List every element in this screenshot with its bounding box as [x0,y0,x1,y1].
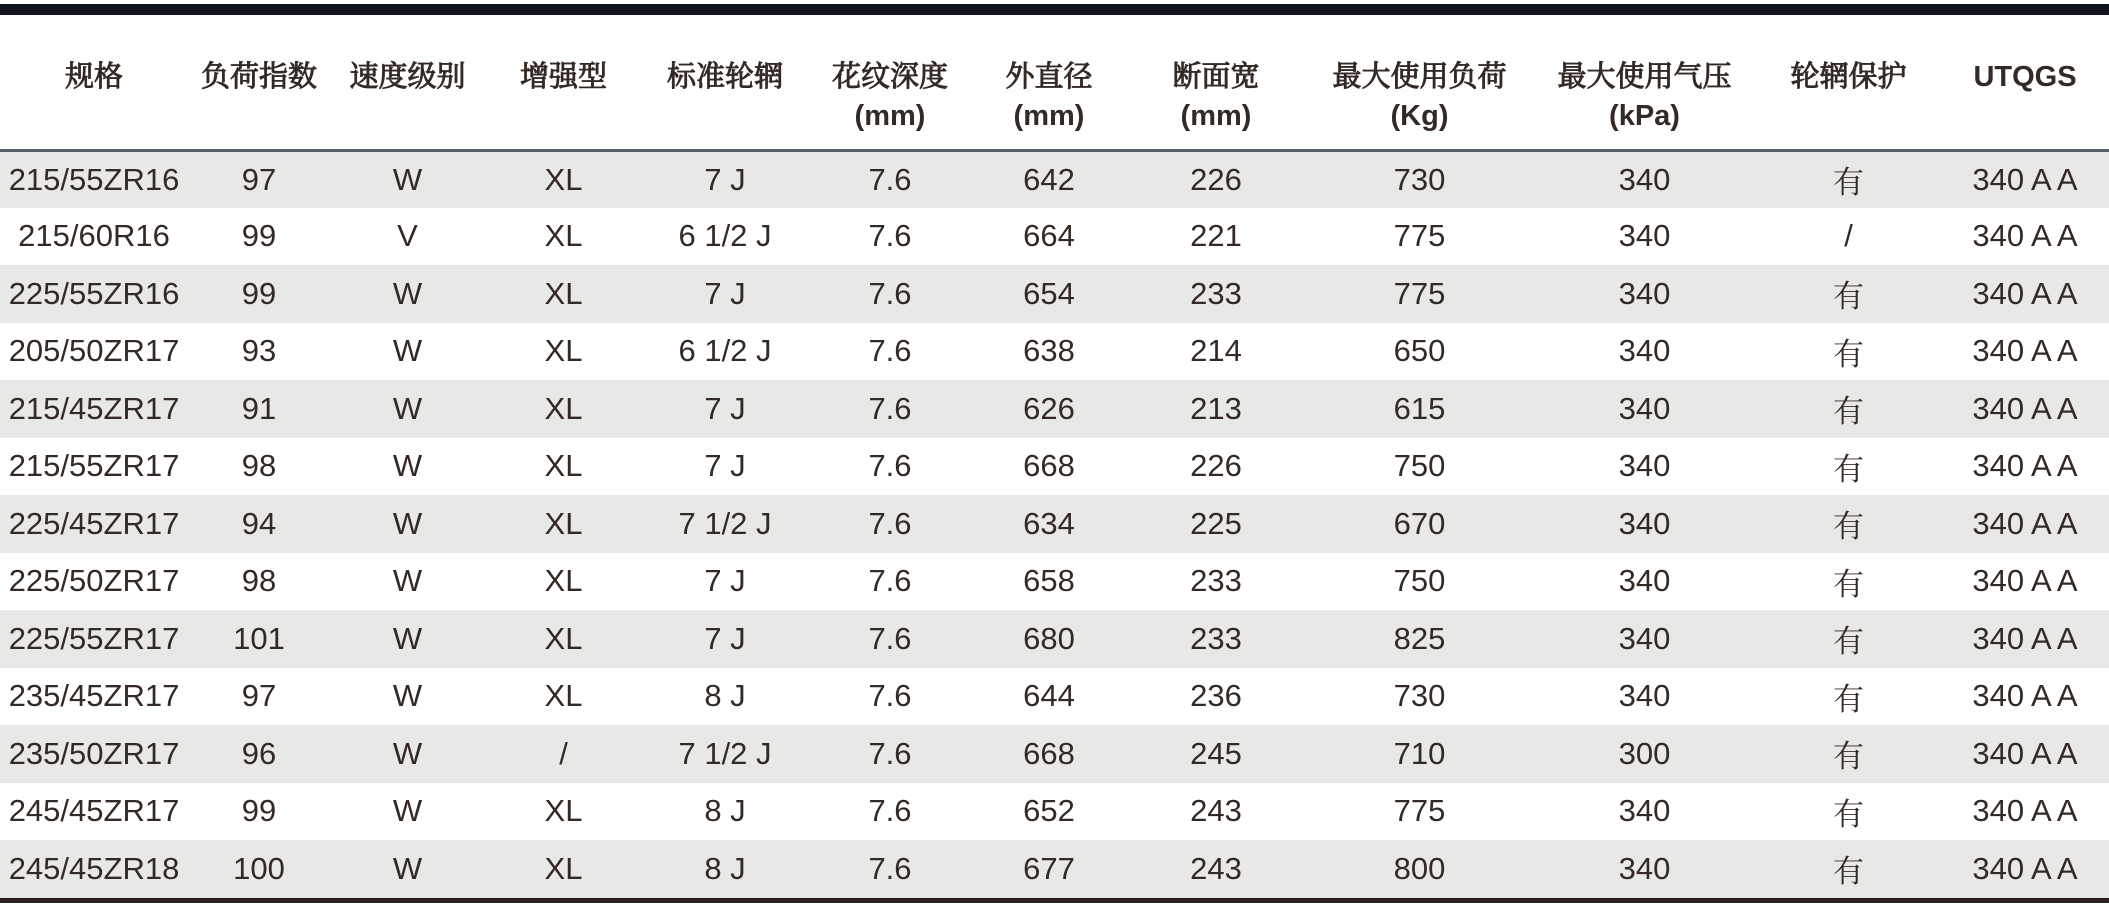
header-unit: (Kg) [1390,100,1449,132]
table-row [0,150,2109,208]
cell-tread-depth: 7.6 [868,620,912,656]
cell-reinforced: XL [544,275,583,311]
cell-spec: 215/55ZR16 [8,161,180,197]
cell-rim-protection: 有 [1833,624,1864,660]
cell-reinforced: XL [544,850,583,886]
cell-reinforced: XL [544,563,583,599]
table-row [0,208,2109,266]
top-accent-bar [0,4,2109,15]
cell-load-index: 96 [241,735,277,771]
cell-section-width: 245 [1190,735,1242,771]
cell-rim-protection: 有 [1833,509,1864,545]
cell-max-load: 750 [1393,563,1446,599]
cell-load-index: 97 [241,678,277,714]
cell-max-pressure: 340 [1618,850,1671,886]
cell-outer-diameter: 642 [1023,161,1075,197]
cell-max-load: 710 [1393,735,1446,771]
cell-section-width: 214 [1190,333,1242,369]
cell-outer-diameter: 668 [1023,448,1075,484]
cell-utqgs: 340 A A [1972,735,2078,771]
cell-outer-diameter: 654 [1023,275,1075,311]
cell-utqgs: 340 A A [1972,218,2078,254]
column-header-tread-depth [808,15,972,150]
table-row [0,783,2109,841]
cell-max-pressure: 340 [1618,448,1671,484]
cell-utqgs: 340 A A [1972,850,2078,886]
table-row [0,840,2109,898]
header-unit: (mm) [854,100,926,132]
cell-standard-rim: 7 1/2 J [678,735,772,771]
column-header-utqgs [1941,15,2109,150]
cell-reinforced: XL [544,678,583,714]
cell-utqgs: 340 A A [1972,678,2078,714]
cell-max-load: 615 [1393,390,1446,426]
cell-section-width: 226 [1190,161,1242,197]
cell-reinforced: XL [544,505,583,541]
cell-max-load: 650 [1393,333,1446,369]
cell-load-index: 99 [241,793,277,829]
cell-spec: 235/50ZR17 [8,735,180,771]
cell-outer-diameter: 652 [1023,793,1075,829]
cell-spec: 245/45ZR18 [8,850,180,886]
table-row [0,438,2109,496]
cell-reinforced: XL [544,390,583,426]
cell-reinforced: / [559,735,568,771]
header-label: 增强型 [519,61,607,93]
header-unit: (kPa) [1609,100,1680,132]
cell-spec: 235/45ZR17 [8,678,180,714]
cell-load-index: 101 [233,620,285,656]
cell-outer-diameter: 680 [1023,620,1075,656]
cell-load-index: 98 [241,563,277,599]
cell-rim-protection: 有 [1833,854,1864,890]
cell-rim-protection: 有 [1833,739,1864,775]
cell-outer-diameter: 668 [1023,735,1075,771]
header-label: 负荷指数 [200,61,317,93]
cell-reinforced: XL [544,793,583,829]
cell-standard-rim: 7 1/2 J [678,505,772,541]
cell-max-pressure: 340 [1618,620,1671,656]
cell-outer-diameter: 658 [1023,563,1075,599]
cell-utqgs: 340 A A [1972,620,2078,656]
table-row [0,553,2109,611]
cell-tread-depth: 7.6 [868,793,912,829]
header-label: 速度级别 [349,61,466,93]
cell-rim-protection: 有 [1833,394,1864,430]
cell-load-index: 91 [241,390,277,426]
cell-standard-rim: 6 1/2 J [678,218,772,254]
cell-utqgs: 340 A A [1972,505,2078,541]
column-header-speed-rating [330,15,485,150]
header-label: 断面宽 [1172,61,1260,93]
column-header-max-load [1306,15,1533,150]
table-row [0,265,2109,323]
table-row [0,323,2109,381]
column-header-max-pressure [1533,15,1756,150]
table-body [0,150,2109,898]
header-unit: (mm) [1013,100,1085,132]
cell-utqgs: 340 A A [1972,161,2078,197]
header-label: 花纹深度 [831,61,948,93]
column-header-load-index [188,15,330,150]
cell-speed-rating: W [392,333,423,369]
cell-load-index: 97 [241,161,277,197]
table-row [0,610,2109,668]
cell-tread-depth: 7.6 [868,218,912,254]
header-label: 最大使用气压 [1557,61,1732,93]
cell-reinforced: XL [544,448,583,484]
cell-outer-diameter: 634 [1023,505,1075,541]
cell-outer-diameter: 664 [1023,218,1075,254]
cell-max-pressure: 340 [1618,505,1671,541]
cell-max-load: 750 [1393,448,1446,484]
cell-reinforced: XL [544,218,583,254]
cell-spec: 225/55ZR17 [8,620,180,656]
cell-utqgs: 340 A A [1972,563,2078,599]
cell-utqgs: 340 A A [1972,793,2078,829]
cell-standard-rim: 7 J [704,563,746,599]
cell-reinforced: XL [544,620,583,656]
cell-standard-rim: 8 J [704,793,746,829]
cell-max-pressure: 340 [1618,333,1671,369]
cell-max-load: 775 [1393,793,1446,829]
cell-tread-depth: 7.6 [868,448,912,484]
cell-rim-protection: 有 [1833,796,1864,832]
cell-load-index: 99 [241,218,277,254]
cell-max-pressure: 300 [1618,735,1671,771]
table-row [0,668,2109,726]
cell-max-pressure: 340 [1618,390,1671,426]
bottom-border-bar [0,898,2109,903]
header-label: 标准轮辋 [666,61,783,93]
cell-spec: 245/45ZR17 [8,793,180,829]
cell-section-width: 225 [1190,505,1242,541]
cell-speed-rating: W [392,678,423,714]
cell-spec: 215/60R16 [18,218,170,254]
cell-load-index: 94 [241,505,277,541]
cell-rim-protection: 有 [1833,165,1864,200]
cell-standard-rim: 8 J [704,678,746,714]
header-row [0,15,2109,150]
cell-section-width: 243 [1190,850,1242,886]
cell-spec: 215/45ZR17 [8,390,180,426]
cell-utqgs: 340 A A [1972,390,2078,426]
cell-utqgs: 340 A A [1972,448,2078,484]
cell-max-pressure: 340 [1618,161,1671,197]
cell-speed-rating: W [392,505,423,541]
header-label: 轮辋保护 [1790,61,1907,93]
cell-tread-depth: 7.6 [868,678,912,714]
cell-section-width: 221 [1190,218,1242,254]
cell-section-width: 226 [1190,448,1242,484]
cell-section-width: 213 [1190,390,1242,426]
column-header-standard-rim [642,15,808,150]
cell-spec: 225/55ZR16 [8,275,180,311]
cell-speed-rating: W [392,850,423,886]
cell-section-width: 236 [1190,678,1242,714]
cell-section-width: 243 [1190,793,1242,829]
cell-tread-depth: 7.6 [868,390,912,426]
cell-outer-diameter: 677 [1023,850,1075,886]
cell-speed-rating: W [392,448,423,484]
cell-standard-rim: 7 J [704,448,746,484]
cell-rim-protection: 有 [1833,451,1864,487]
cell-load-index: 98 [241,448,277,484]
cell-outer-diameter: 626 [1023,390,1075,426]
cell-max-load: 670 [1393,505,1446,541]
table-row [0,380,2109,438]
cell-max-load: 825 [1393,620,1446,656]
cell-standard-rim: 7 J [704,275,746,311]
cell-max-load: 730 [1393,161,1446,197]
cell-speed-rating: W [392,793,423,829]
cell-max-pressure: 340 [1618,563,1671,599]
cell-max-pressure: 340 [1618,275,1671,311]
cell-tread-depth: 7.6 [868,850,912,886]
cell-tread-depth: 7.6 [868,333,912,369]
header-label: UTQGS [1973,61,2077,93]
column-header-outer-diameter [972,15,1126,150]
cell-section-width: 233 [1190,275,1242,311]
cell-tread-depth: 7.6 [868,505,912,541]
table-header [0,15,2109,150]
cell-max-pressure: 340 [1618,218,1671,254]
cell-speed-rating: W [392,620,423,656]
cell-standard-rim: 7 J [704,161,746,197]
cell-standard-rim: 8 J [704,850,746,886]
cell-speed-rating: W [392,390,423,426]
cell-rim-protection: 有 [1833,566,1864,602]
cell-standard-rim: 7 J [704,390,746,426]
cell-rim-protection: 有 [1833,279,1864,315]
cell-reinforced: XL [544,333,583,369]
cell-outer-diameter: 644 [1023,678,1075,714]
column-header-rim-protection [1756,15,1941,150]
header-label: 规格 [64,61,123,93]
cell-rim-protection: 有 [1833,681,1864,717]
cell-tread-depth: 7.6 [868,275,912,311]
table-row [0,725,2109,783]
cell-tread-depth: 7.6 [868,735,912,771]
cell-standard-rim: 6 1/2 J [678,333,772,369]
cell-utqgs: 340 A A [1972,275,2078,311]
cell-max-load: 800 [1393,850,1446,886]
table-row [0,495,2109,553]
cell-max-pressure: 340 [1618,678,1671,714]
cell-speed-rating: W [392,275,423,311]
column-header-spec [0,15,188,150]
cell-rim-protection: 有 [1833,336,1864,372]
cell-tread-depth: 7.6 [868,161,912,197]
column-header-section-width [1126,15,1306,150]
tire-spec-table [0,15,2109,898]
cell-spec: 215/55ZR17 [8,448,180,484]
cell-section-width: 233 [1190,563,1242,599]
cell-max-pressure: 340 [1618,793,1671,829]
column-header-reinforced [485,15,642,150]
cell-standard-rim: 7 J [704,620,746,656]
cell-rim-protection: / [1844,218,1853,254]
cell-tread-depth: 7.6 [868,563,912,599]
cell-max-load: 730 [1393,678,1446,714]
cell-load-index: 100 [233,850,285,886]
cell-spec: 225/45ZR17 [8,505,180,541]
cell-speed-rating: W [392,563,423,599]
cell-max-load: 775 [1393,275,1446,311]
cell-section-width: 233 [1190,620,1242,656]
cell-outer-diameter: 638 [1023,333,1075,369]
cell-speed-rating: W [392,161,423,197]
cell-speed-rating: V [397,218,418,254]
cell-spec: 205/50ZR17 [8,333,180,369]
header-unit: (mm) [1180,100,1252,132]
cell-max-load: 775 [1393,218,1446,254]
cell-load-index: 93 [241,333,277,369]
cell-utqgs: 340 A A [1972,333,2078,369]
cell-speed-rating: W [392,735,423,771]
header-label: 最大使用负荷 [1332,61,1507,93]
cell-spec: 225/50ZR17 [8,563,180,599]
cell-load-index: 99 [241,275,277,311]
cell-reinforced: XL [544,161,583,197]
header-label: 外直径 [1005,61,1093,93]
